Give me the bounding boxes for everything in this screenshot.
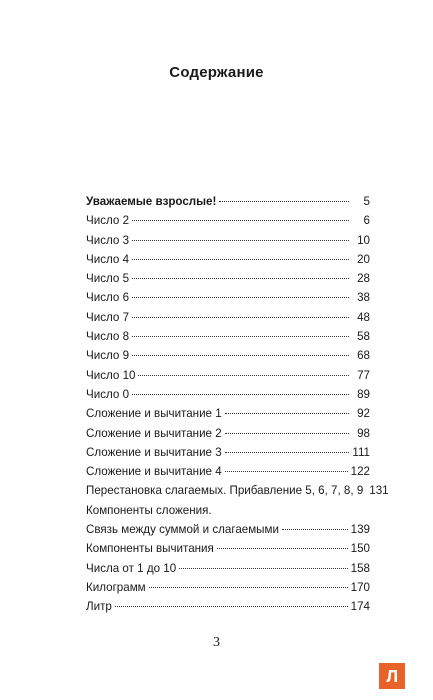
toc-entry-label: Число 10 — [86, 368, 136, 382]
dot-leader — [179, 568, 347, 569]
toc-entry-label: Число 6 — [86, 291, 130, 305]
dot-leader — [225, 433, 349, 434]
toc-entry-page: 139 — [350, 523, 370, 537]
dot-leader — [132, 336, 349, 337]
toc-entry-label: Число 7 — [86, 310, 130, 324]
toc-entry — [86, 308, 370, 327]
toc-entry — [86, 250, 370, 269]
toc-entry-page: 111 — [352, 445, 370, 459]
toc-entry-page: 28 — [357, 272, 370, 286]
toc-entry-label: Компоненты сложения. — [86, 503, 212, 517]
toc-entry-page: 131 — [369, 484, 389, 498]
toc-entry — [86, 404, 370, 423]
toc-entry — [86, 539, 370, 558]
toc-entry-label: Число 0 — [86, 387, 130, 401]
toc-entry-label: Связь между суммой и слагаемыми — [86, 523, 279, 537]
dot-leader — [217, 548, 348, 549]
toc-entry-label: Компоненты вычитания — [86, 542, 214, 556]
dot-leader — [132, 394, 349, 395]
toc-entry-label: Сложение и вычитание 4 — [86, 465, 222, 479]
dot-leader — [132, 240, 349, 241]
toc-entry — [86, 520, 370, 539]
toc-entry-label: Литр — [86, 600, 112, 614]
dot-leader — [132, 278, 349, 279]
dot-leader — [225, 452, 349, 453]
toc-entry — [86, 366, 370, 385]
toc-entry-page: 20 — [357, 252, 370, 266]
toc-entry-label: Число 4 — [86, 252, 130, 266]
page-number: 3 — [213, 635, 220, 650]
toc-entry-page: 150 — [350, 542, 370, 556]
dot-leader — [225, 471, 348, 472]
litres-logo-glyph — [384, 668, 400, 684]
toc-entry — [86, 501, 370, 520]
toc-entry-page: 10 — [357, 233, 370, 247]
dot-leader — [149, 587, 348, 588]
toc-entry-label: Килограмм — [86, 580, 146, 594]
toc-entry-label: Число 2 — [86, 214, 130, 228]
toc-entry-label: Сложение и вычитание 1 — [86, 407, 222, 421]
toc-entry — [86, 269, 370, 288]
toc-entry-page: 170 — [350, 580, 370, 594]
toc-entry-page: 68 — [357, 349, 370, 363]
toc-entry — [86, 346, 370, 365]
toc-entry — [86, 578, 370, 597]
toc-entry-page: 122 — [350, 465, 370, 479]
toc-entry-label: Перестановка слагаемых. Прибавление 5, 6, 7, 8, 9 — [86, 484, 364, 498]
table-of-contents — [86, 192, 389, 617]
toc-entry-label: Сложение и вычитание 2 — [86, 426, 222, 440]
toc-entry-page: 174 — [350, 600, 370, 614]
page-title: Содержание — [169, 64, 264, 81]
dot-leader — [132, 355, 349, 356]
toc-entry-page: 89 — [357, 387, 370, 401]
toc-entry — [86, 559, 370, 578]
toc-entry — [86, 327, 370, 346]
toc-entry-page: 6 — [363, 214, 370, 228]
toc-entry-page: 98 — [357, 426, 370, 440]
toc-entry — [86, 192, 370, 211]
toc-entry — [86, 211, 370, 230]
dot-leader — [132, 259, 349, 260]
toc-entry-page: 48 — [357, 310, 370, 324]
toc-entry-label: Число 5 — [86, 272, 130, 286]
toc-entry-label: Уважаемые взрослые! — [86, 195, 217, 208]
toc-entry-page: 158 — [350, 561, 370, 575]
toc-entry — [86, 385, 370, 404]
dot-leader — [132, 220, 349, 221]
toc-entry — [86, 443, 370, 462]
toc-entry — [86, 597, 370, 616]
dot-leader — [132, 297, 349, 298]
toc-entry — [86, 462, 370, 481]
litres-logo-icon — [379, 663, 405, 689]
toc-entry-label: Число 9 — [86, 349, 130, 363]
toc-entry-page: 38 — [357, 291, 370, 305]
dot-leader — [225, 413, 349, 414]
dot-leader — [115, 606, 348, 607]
toc-entry-label: Сложение и вычитание 3 — [86, 445, 222, 459]
dot-leader — [219, 201, 349, 202]
toc-entry — [86, 288, 370, 307]
dot-leader — [282, 529, 348, 530]
toc-entry-page: 58 — [357, 330, 370, 344]
toc-entry-label: Числа от 1 до 10 — [86, 561, 177, 575]
toc-entry-page: 77 — [357, 368, 370, 382]
toc-entry — [86, 231, 370, 250]
toc-entry — [86, 424, 370, 443]
toc-entry-label: Число 3 — [86, 233, 130, 247]
toc-entry-page: 5 — [363, 195, 370, 208]
toc-entry-label: Число 8 — [86, 330, 130, 344]
dot-leader — [138, 375, 349, 376]
toc-entry — [86, 481, 389, 500]
toc-entry-page: 92 — [357, 407, 370, 421]
dot-leader — [132, 317, 349, 318]
